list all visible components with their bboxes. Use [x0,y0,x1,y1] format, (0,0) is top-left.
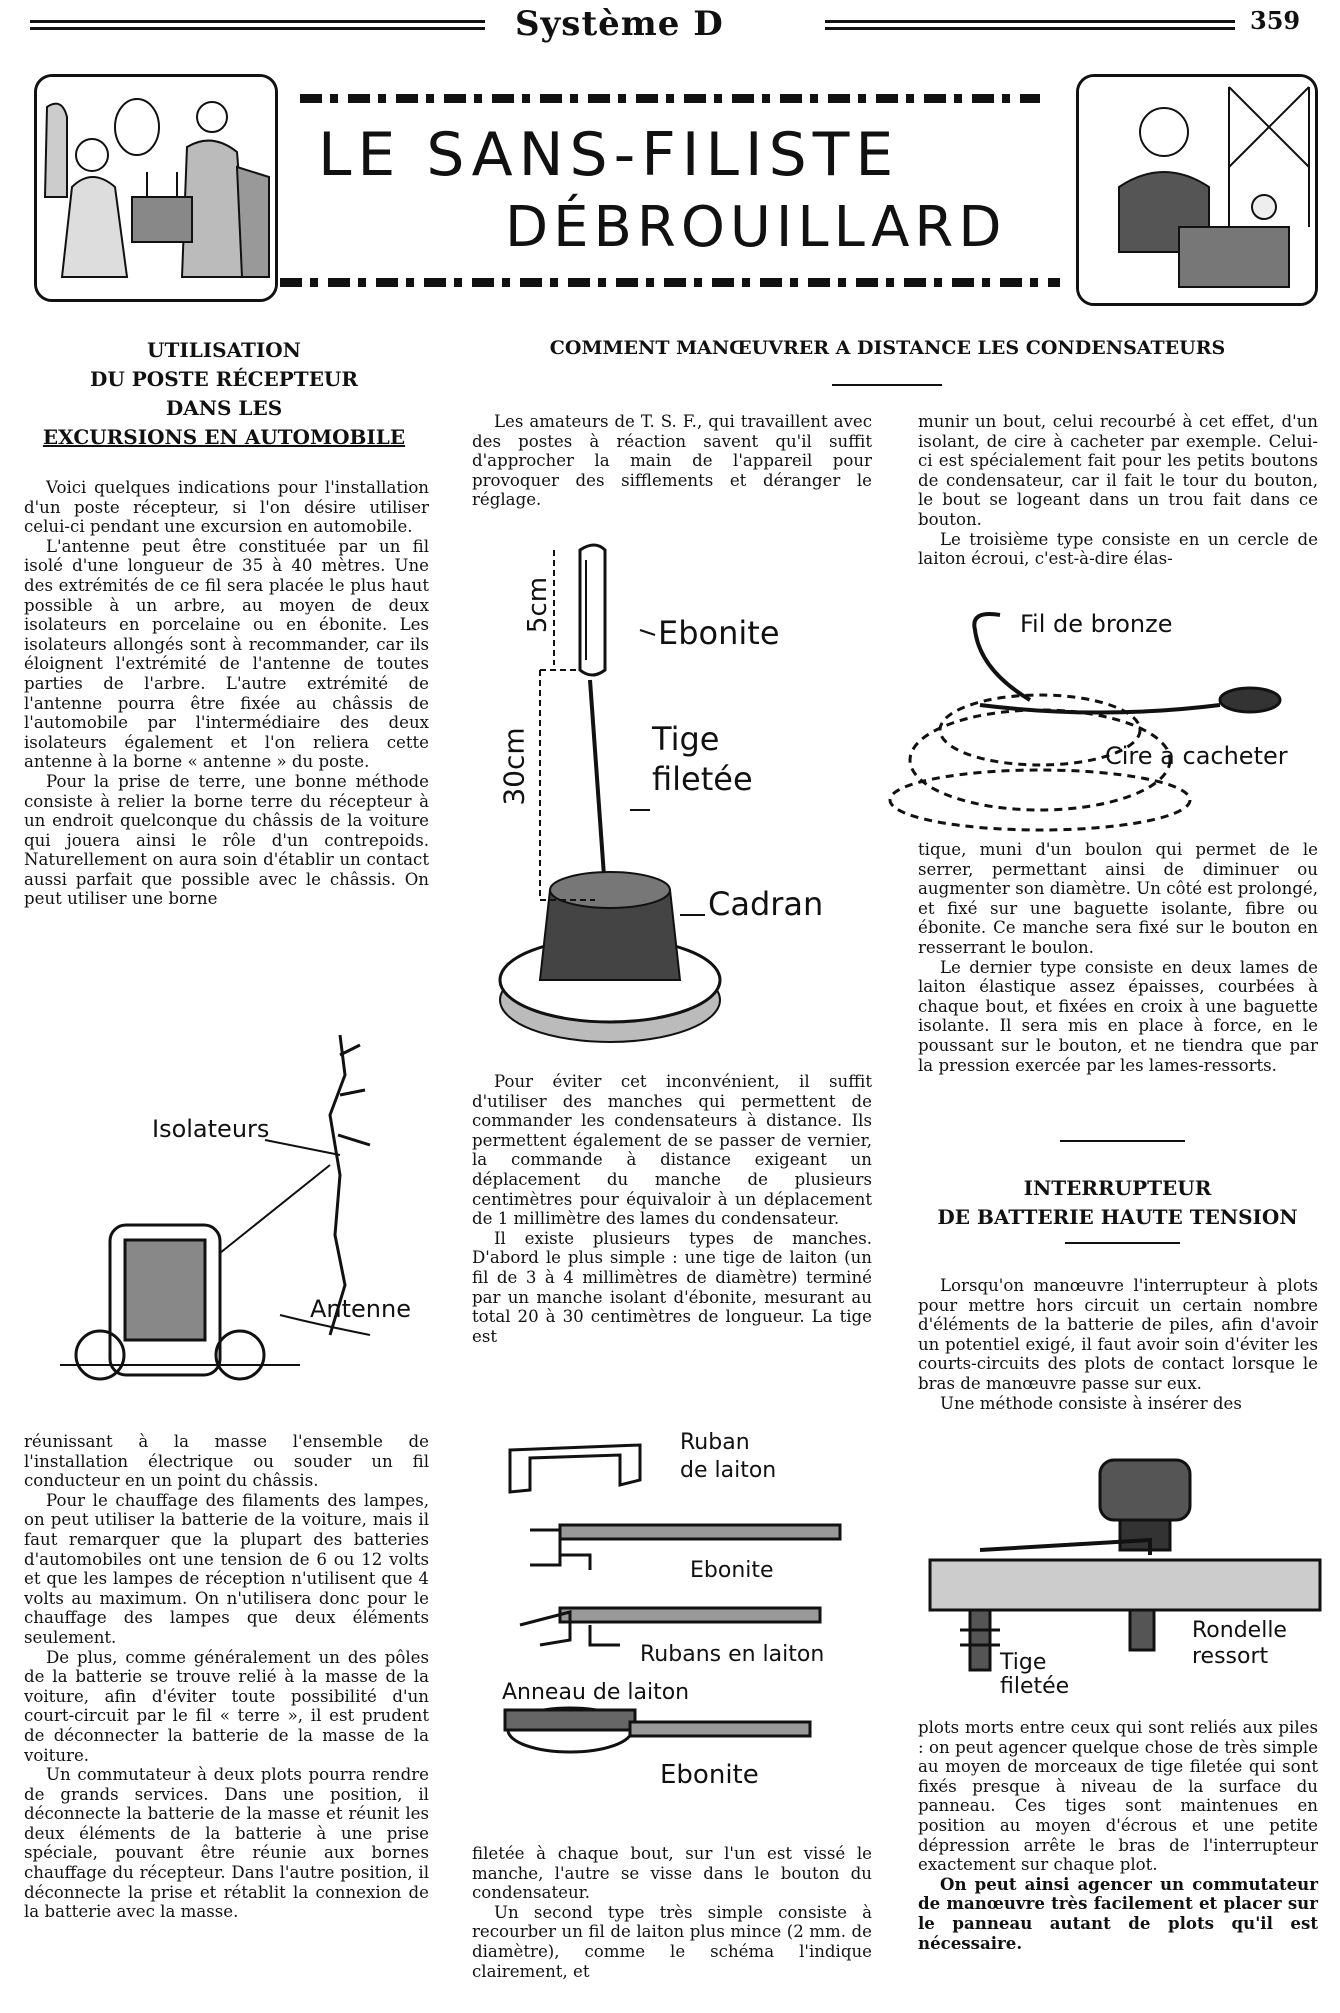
paragraph: Un commutateur à deux plots pourra rendre de grands services. Dans une position, il déconnecte la batterie de la masse et réunit les deux éléments de la batterie à une prise spéciale, pouvant être réunie aux bornes chauffage du récepteur. Dans l'autre position, il déconnecte la prise et rétablit la connexion de la batterie avec la masse. [24,1765,429,1922]
paragraph: munir un bout, celui recourbé à cet effet, d'un isolant, de cire à cacheter par exemple. Celui-ci est spécialement fait pour les petits boutons de condensateur, car il fait le tour du bouton, le bout se logeant dans un trou fait dans ce bouton. [918,412,1318,529]
cadran-label: Cadran [708,885,824,923]
middle-article-intro [472,412,872,510]
right-heading-rule [1065,1242,1180,1244]
car-antenna-figure [40,1035,425,1415]
paragraph: Pour le chauffage des filaments des lampes, on peut utiliser la batterie de la voiture, mais il faut remarquer que la plupart des batteries d'automobiles ont une tension de 6 ou 12 volts et que les lampes de réception n'utilisent que 4 volts au maximum. On n'utilisera donc pour le chauffage des lampes que deux éléments seulement. [24,1490,429,1647]
header-rule-right-2 [825,27,1235,30]
journal-title: Système D [515,4,724,44]
header-rule-left-2 [30,27,485,30]
section-divider [1060,1140,1185,1142]
right-article-heading [915,1174,1320,1232]
right-heading-line1: INTERRUPTEUR [1023,1176,1212,1200]
ruban-label: Ruban [680,1430,750,1455]
left-heading-line2: DU POSTE RÉCEPTEUR [90,367,358,391]
right-article-body-bottom [918,1718,1318,1953]
wire-handle-figure [920,610,1320,830]
paragraph: Un second type très simple consiste à recourber un fil de laiton plus mince (2 mm. de diamètre), comme le schéma l'indique clairement, et [472,1902,872,1981]
banner-dashes-bottom [280,278,1060,287]
paragraph: Une méthode consiste à insérer des [940,1393,1242,1413]
middle-heading-rule [832,384,942,386]
anneau-label: Anneau de laiton [502,1680,690,1705]
banner-title-line1: LE SANS-FILISTE [318,120,900,190]
header-rule-right [825,20,1235,23]
paragraph: On peut ainsi agencer un commutateur de manœuvre très facilement et placer sur le panneau autant de plots qu'il est nécessaire. [918,1873,1318,1953]
switch-stud-figure [920,1450,1320,1705]
left-heading-line1: UTILISATION [147,338,301,362]
ebonite-label-2: Ebonite [690,1558,774,1583]
ebonite-label-3: Ebonite [660,1760,759,1790]
paragraph: Lorsqu'on manœuvre l'interrupteur à plots pour mettre hors circuit un certain nombre d'éléments de la batterie de piles, afin d'avoir un potentiel exigé, il faut avoir soin d'éviter les courts-circuits des plots de contact lorsque le bras de manœuvre passe sur eux. [918,1276,1318,1393]
tige-label: Tige [652,720,720,758]
right-column-body-top [918,412,1318,569]
ebonite-label: Ebonite [658,614,780,652]
paragraph: filetée à chaque bout, sur l'un est vissé le manche, l'autre se visse dans le bouton du condensateur. [472,1844,872,1903]
left-article-body-top [24,478,429,909]
paragraph: De plus, comme généralement un des pôles de la batterie se trouve relié à la masse de la voiture, afin d'éviter toute possibilité d'un court-circuit par le fil « terre », il est prudent de déconnecter la batterie de la masse de la voiture. [24,1647,429,1765]
paragraph: Voici quelques indications pour l'installation d'un poste récepteur, si l'on désire utiliser celui-ci pendant une excursion en automobile. [24,478,429,537]
handle-types-figure [490,1430,870,1810]
left-article-heading [18,336,430,452]
cire-label: Cire à cacheter [1105,742,1288,770]
header-rule-left [30,20,485,23]
banner-dashes-top [300,94,1040,103]
rubans-label: Rubans en laiton [640,1642,825,1667]
paragraph: Le troisième type consiste en un cercle de laiton écroui, c'est-à-dire élas- [918,529,1318,569]
banner-illustration-right [1076,74,1318,306]
left-article-body-bottom [24,1432,429,1922]
paragraph: réunissant à la masse l'ensemble de l'installation électrique ou souder un fil conducteur en un point du châssis. [24,1432,429,1491]
paragraph: Il existe plusieurs types de manches. D'abord le plus simple : une tige de laiton (un fil de 3 à 4 millimètres de diamètre) terminé par un manche isolant d'ébonite, mesurant au total 20 à 30 centimètres de longueur. La tige est [472,1228,872,1346]
right-column-body-mid [918,840,1318,1075]
dim-5cm-label: 5cm [523,576,554,634]
condenser-handle-figure [480,540,880,1050]
rondelle-label: Rondelle [1192,1618,1287,1643]
banner-illustration-left [34,74,278,302]
paragraph: Pour la prise de terre, une bonne méthode consiste à relier la borne terre du récepteur à un endroit quelconque du châssis de la voiture qui jouera ainsi le rôle d'un contrepoids. Naturellement on aura soin d'établir un contact aussi parfait que possible avec le châssis. On peut utiliser une borne [24,771,429,909]
banner-title-line2: DÉBROUILLARD [505,195,1007,260]
middle-article-body-bottom [472,1844,872,1981]
tige-label-2: Tige [1000,1650,1047,1675]
paragraph: L'antenne peut être constituée par un fil isolé d'une longueur de 35 à 40 mètres. Une des extrémités de ce fil sera placée le plus haut possible à un arbre, au moyen de deux isolateurs en porcelaine ou en ébonite. Les isolateurs allongés sont à recommander, car ils éloignent l'extrémité de l'antenne de toutes parties de l'arbre. L'autre extrémité de l'antenne pourra être fixée au châssis de l'automobile par l'intermédiaire des deux isolateurs également et l'on reliera cette antenne à la borne « antenne » du poste. [24,536,429,772]
paragraph: tique, muni d'un boulon qui permet de le serrer, permettant ainsi de diminuer ou augmenter son diamètre. Un côté est prolongé, et fixé sur une baguette isolante, fibre ou ébonite. Ce manche sera fixé sur le bouton en resserrant le boulon. [918,840,1318,957]
page-number: 359 [1250,6,1301,35]
left-heading-line3: DANS LES [165,396,283,420]
de-laiton-label: de laiton [680,1458,777,1483]
ressort-label: ressort [1192,1644,1269,1669]
paragraph: Le dernier type consiste en deux lames de laiton élastique assez épaisses, courbées à chaque bout, et fixées en croix à une baguette isolante. Il sera mis en place à force, en le poussant sur le bouton, et ne tiendra que par la pression exercée par les lames-ressorts. [918,957,1318,1075]
fil-de-bronze-label: Fil de bronze [1020,610,1173,638]
paragraph: Les amateurs de T. S. F., qui travaillent avec des postes à réaction savent qu'il suffit d'approcher la main de l'appareil pour provoquer des sifflements et déranger le réglage. [472,412,872,510]
middle-article-body [472,1072,872,1346]
dim-30cm-label: 30cm [497,727,531,806]
antenne-label: Antenne [310,1295,411,1323]
filetee-label: filetée [652,760,753,798]
right-heading-line2: DE BATTERIE HAUTE TENSION [937,1205,1298,1229]
right-article-body [918,1276,1318,1413]
middle-article-heading: COMMENT MANŒUVRER A DISTANCE LES CONDENSATEURS [549,337,1226,359]
paragraph: Pour éviter cet inconvénient, il suffit d'utiliser des manches qui permettent de commander les condensateurs à distance. Ils permettent également de se passer de vernier, la commande à distance exigeant un déplacement du manche de plusieurs centimètres pour équivaloir à un déplacement de 1 millimètre des lames du condensateur. [472,1072,872,1229]
left-heading-line4: EXCURSIONS EN AUTOMOBILE [42,425,406,449]
isolateurs-label: Isolateurs [152,1115,270,1143]
filetee-label-2: filetée [1000,1674,1070,1699]
paragraph: plots morts entre ceux qui sont reliés aux piles : on peut agencer quelque chose de très simple au moyen de morceaux de tige filetée qui sont fixés presque à niveau de la surface du panneau. Ces tiges sont maintenues en position au moyen d'écrous et une petite dépression arrête le bras de l'interrupteur exactement sur chaque plot. [918,1718,1318,1875]
